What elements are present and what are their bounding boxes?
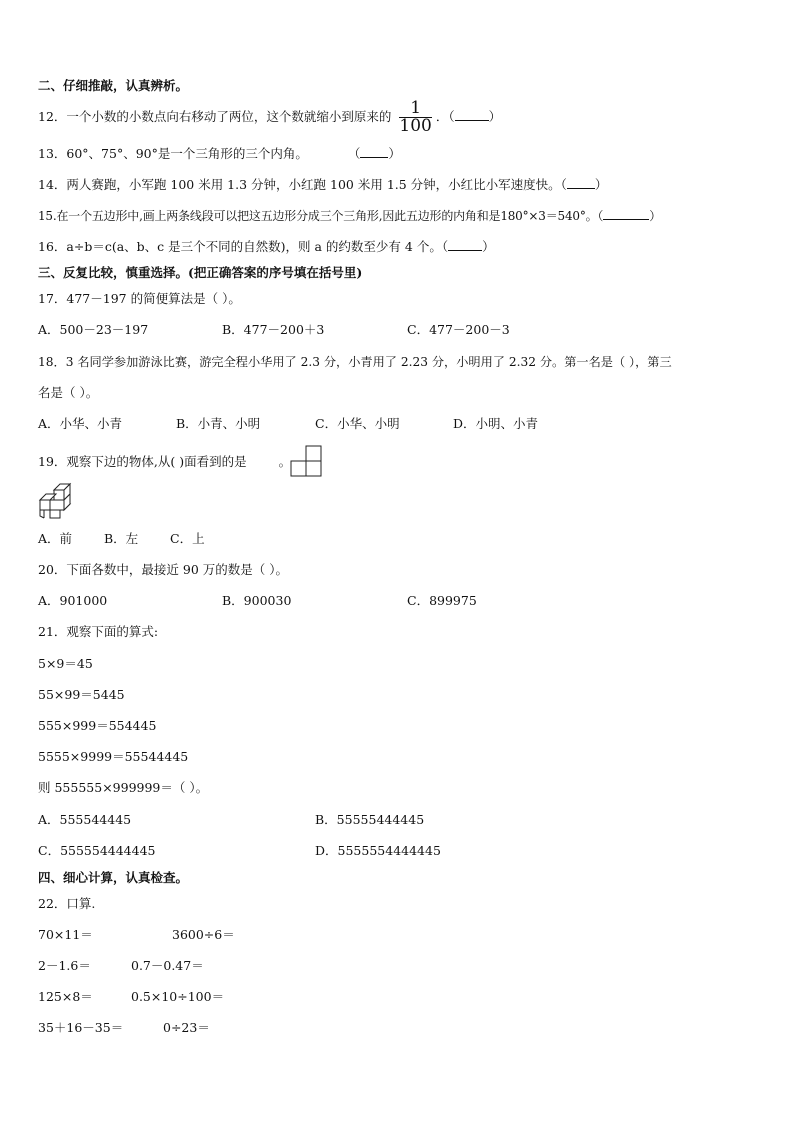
section-heading-2: 二、仔细推敲，认真辨析。	[38, 78, 189, 93]
answer-blank[interactable]	[603, 208, 649, 220]
q19-tail: 。	[278, 454, 292, 469]
q18-option-a[interactable]: A．小华、小青	[38, 416, 123, 431]
q18-option-b[interactable]: B．小青、小明	[176, 416, 261, 431]
q21-line-4: 5555×9999＝55544445	[38, 749, 189, 764]
q18-option-c[interactable]: C．小华、小明	[315, 416, 400, 431]
question-12	[38, 100, 501, 135]
q21-line-2: 55×99＝5445	[38, 687, 125, 702]
q17-option-b[interactable]: B．477－200＋3	[222, 322, 325, 337]
q12-text: 12．一个小数的小数点向右移动了两位，这个数就缩小到原来的	[38, 109, 392, 124]
q21-option-d[interactable]: D．5555554444445	[315, 843, 441, 858]
q16-text: 16．a÷b＝c(a、b、c 是三个不同的自然数)，则 a 的约数至少有 4 个。（	[38, 239, 449, 254]
q13-close: ）	[388, 146, 401, 161]
q22-expr-1b: 3600÷6＝	[172, 927, 235, 942]
q22-expr-2b: 0.7－0.47＝	[131, 958, 204, 973]
section-heading-4: 四、细心计算，认真检查。	[38, 870, 189, 885]
fraction-numerator: 1	[399, 100, 431, 118]
q15-text: 15.在一个五边形中,画上两条线段可以把这五边形分成三个三角形,因此五边形的内角和是180°×3＝540°。（	[38, 209, 604, 223]
question-19	[38, 454, 291, 470]
question-22: 22．口算.	[38, 896, 96, 911]
q17-option-c[interactable]: C．477－200－3	[407, 322, 510, 337]
q12-tail: ．（	[435, 109, 455, 124]
q22-expr-4a: 35＋16－35＝	[38, 1020, 124, 1035]
q21-option-a[interactable]: A．555544445	[38, 812, 132, 827]
question-17: 17．477－197 的简便算法是（ ）。	[38, 291, 241, 306]
q22-expr-4b: 0÷23＝	[163, 1020, 210, 1035]
question-15	[38, 208, 661, 224]
q13-text: 13．60°、75°、90°是一个三角形的三个内角。	[38, 146, 308, 161]
q21-ask: 则 555555×999999＝（ ）。	[38, 780, 209, 795]
section-heading-3: 三、反复比较，慎重选择。(把正确答案的序号填在括号里)	[38, 265, 363, 280]
fraction-denominator: 100	[399, 116, 432, 136]
q21-option-b[interactable]: B．55555444445	[315, 812, 425, 827]
q22-expr-3a: 125×8＝	[38, 989, 93, 1004]
answer-blank[interactable]	[455, 109, 489, 121]
q16-close: ）	[482, 239, 495, 254]
q20-option-c[interactable]: C．899975	[407, 593, 477, 608]
q21-line-1: 5×9＝45	[38, 656, 93, 671]
q19-option-a[interactable]: A．前	[38, 531, 73, 546]
q18-option-d[interactable]: D．小明、小青	[453, 416, 539, 431]
cube-stack-icon	[36, 480, 76, 520]
question-21: 21．观察下面的算式:	[38, 624, 159, 639]
answer-blank[interactable]	[567, 177, 595, 189]
answer-blank[interactable]	[448, 239, 482, 251]
q19-text: 19．观察下边的物体,从( )面看到的是	[38, 454, 247, 469]
question-20: 20．下面各数中，最接近 90 万的数是（ ）。	[38, 562, 288, 577]
question-18-line-1: 18．3 名同学参加游泳比赛，游完全程小华用了 2.3 分，小青用了 2.23 分，小明用了 2.32 分。第一名是（ ），第三	[38, 355, 672, 369]
q14-text: 14．两人赛跑，小军跑 100 米用 1.3 分钟，小红跑 100 米用 1.5 分钟，小红比小军速度快。（	[38, 177, 567, 192]
question-16	[38, 239, 495, 255]
q22-expr-1a: 70×11＝	[38, 927, 93, 942]
q22-expr-3b: 0.5×10÷100＝	[131, 989, 225, 1004]
q13-open: （	[347, 146, 361, 161]
q22-expr-2a: 2－1.6＝	[38, 958, 91, 973]
question-18-line-2: 名是（ ）。	[38, 385, 99, 400]
q17-option-a[interactable]: A．500－23－197	[38, 322, 149, 337]
q15-close: ）	[649, 209, 662, 223]
q19-option-c[interactable]: C．上	[170, 531, 205, 546]
q20-option-b[interactable]: B．900030	[222, 593, 292, 608]
question-14	[38, 177, 607, 193]
answer-blank[interactable]	[360, 146, 388, 158]
fraction	[399, 100, 431, 135]
q20-option-a[interactable]: A．901000	[38, 593, 108, 608]
view-shape-icon	[290, 445, 324, 477]
q14-close: ）	[594, 177, 608, 192]
q19-option-b[interactable]: B．左	[104, 531, 139, 546]
q21-option-c[interactable]: C．555554444445	[38, 843, 156, 858]
question-13	[38, 146, 401, 162]
q12-close: ）	[488, 109, 502, 124]
q21-line-3: 555×999＝554445	[38, 718, 157, 733]
